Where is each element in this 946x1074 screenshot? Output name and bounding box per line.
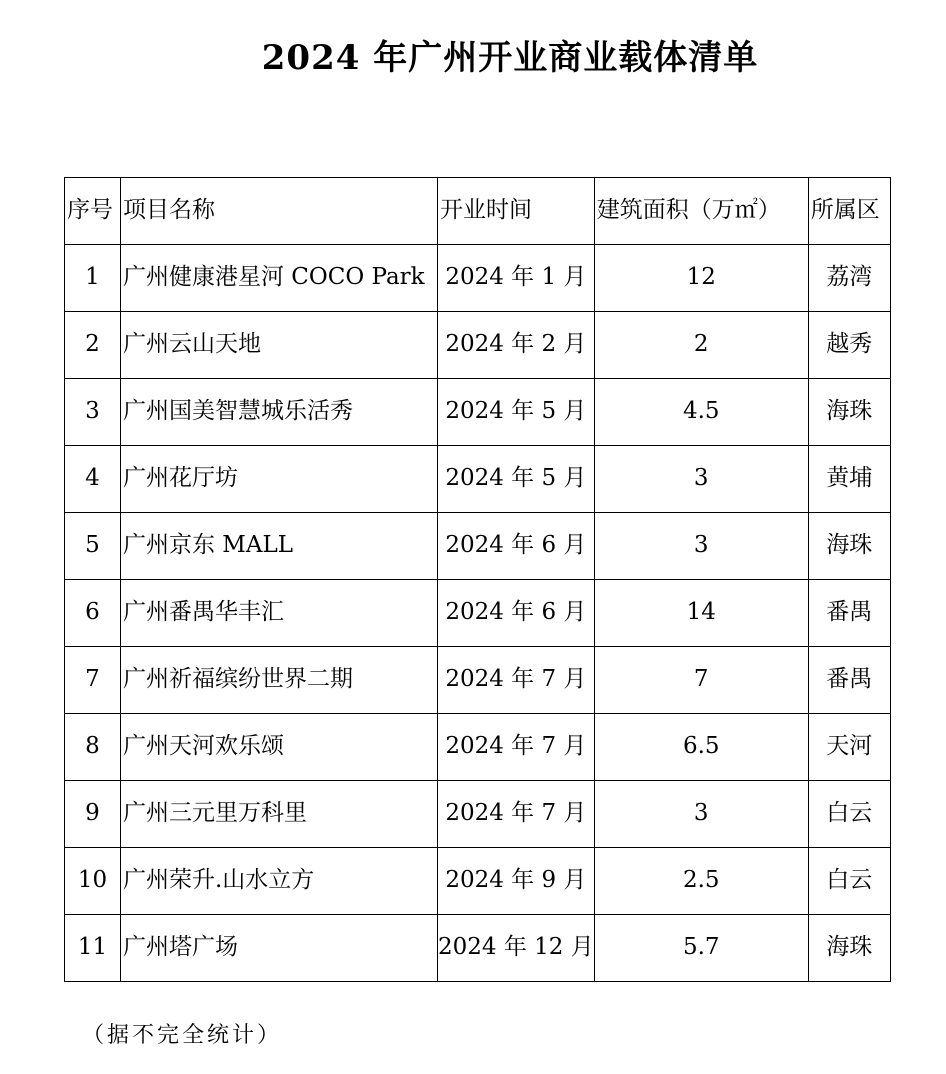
cell-district: 荔湾 xyxy=(808,245,890,312)
cell-floor-area: 6.5 xyxy=(594,714,808,781)
table-row xyxy=(65,915,891,982)
document-title: 2024 年广州开业商业载体清单 xyxy=(261,38,759,78)
header-project-name: 项目名称 xyxy=(121,178,438,245)
cell-open-date: 2024 年 1 月 xyxy=(438,245,595,312)
cell-index: 7 xyxy=(65,647,121,714)
header-floor-area: 建筑面积（万㎡） xyxy=(594,178,808,245)
cell-project-name: 广州国美智慧城乐活秀 xyxy=(121,379,438,446)
venue-table xyxy=(64,177,891,982)
cell-district: 白云 xyxy=(808,848,890,915)
cell-index: 2 xyxy=(65,312,121,379)
cell-project-name: 广州三元里万科里 xyxy=(121,781,438,848)
cell-district: 海珠 xyxy=(808,379,890,446)
cell-floor-area: 3 xyxy=(594,513,808,580)
table-row xyxy=(65,513,891,580)
cell-floor-area: 7 xyxy=(594,647,808,714)
cell-district: 越秀 xyxy=(808,312,890,379)
cell-open-date: 2024 年 5 月 xyxy=(438,446,595,513)
cell-project-name: 广州番禺华丰汇 xyxy=(121,580,438,647)
cell-project-name: 广州京东 MALL xyxy=(121,513,438,580)
cell-project-name: 广州祈福缤纷世界二期 xyxy=(121,647,438,714)
cell-open-date: 2024 年 5 月 xyxy=(438,379,595,446)
cell-floor-area: 2 xyxy=(594,312,808,379)
cell-floor-area: 2.5 xyxy=(594,848,808,915)
cell-floor-area: 14 xyxy=(594,580,808,647)
header-open-date: 开业时间 xyxy=(438,178,595,245)
cell-open-date: 2024 年 2 月 xyxy=(438,312,595,379)
cell-index: 5 xyxy=(65,513,121,580)
table-row xyxy=(65,379,891,446)
cell-index: 10 xyxy=(65,848,121,915)
table-row xyxy=(65,848,891,915)
cell-district: 番禺 xyxy=(808,647,890,714)
table-row xyxy=(65,647,891,714)
cell-district: 白云 xyxy=(808,781,890,848)
table-row xyxy=(65,580,891,647)
cell-open-date: 2024 年 6 月 xyxy=(438,513,595,580)
cell-floor-area: 4.5 xyxy=(594,379,808,446)
header-district: 所属区 xyxy=(808,178,890,245)
cell-index: 9 xyxy=(65,781,121,848)
cell-index: 6 xyxy=(65,580,121,647)
cell-project-name: 广州花厅坊 xyxy=(121,446,438,513)
cell-open-date: 2024 年 7 月 xyxy=(438,781,595,848)
table-header-row xyxy=(65,178,891,245)
cell-district: 海珠 xyxy=(808,513,890,580)
table-row xyxy=(65,714,891,781)
cell-district: 海珠 xyxy=(808,915,890,982)
cell-index: 4 xyxy=(65,446,121,513)
cell-district: 黄埔 xyxy=(808,446,890,513)
cell-open-date: 2024 年 9 月 xyxy=(438,848,595,915)
cell-open-date: 2024 年 6 月 xyxy=(438,580,595,647)
table-row xyxy=(65,245,891,312)
cell-index: 1 xyxy=(65,245,121,312)
cell-project-name: 广州塔广场 xyxy=(121,915,438,982)
cell-floor-area: 5.7 xyxy=(594,915,808,982)
table-row xyxy=(65,781,891,848)
cell-floor-area: 12 xyxy=(594,245,808,312)
cell-index: 11 xyxy=(65,915,121,982)
cell-project-name: 广州健康港星河 COCO Park xyxy=(121,245,438,312)
cell-floor-area: 3 xyxy=(594,446,808,513)
cell-project-name: 广州天河欢乐颂 xyxy=(121,714,438,781)
cell-district: 天河 xyxy=(808,714,890,781)
table-row xyxy=(65,446,891,513)
cell-index: 8 xyxy=(65,714,121,781)
cell-district: 番禺 xyxy=(808,580,890,647)
cell-open-date: 2024 年 7 月 xyxy=(438,647,595,714)
cell-project-name: 广州荣升.山水立方 xyxy=(121,848,438,915)
header-index: 序号 xyxy=(65,178,121,245)
table-row xyxy=(65,312,891,379)
cell-open-date: 2024 年 7 月 xyxy=(438,714,595,781)
cell-project-name: 广州云山天地 xyxy=(121,312,438,379)
footnote: （据不完全统计） xyxy=(82,1023,283,1048)
cell-index: 3 xyxy=(65,379,121,446)
cell-floor-area: 3 xyxy=(594,781,808,848)
cell-open-date: 2024 年 12 月 xyxy=(438,915,595,982)
